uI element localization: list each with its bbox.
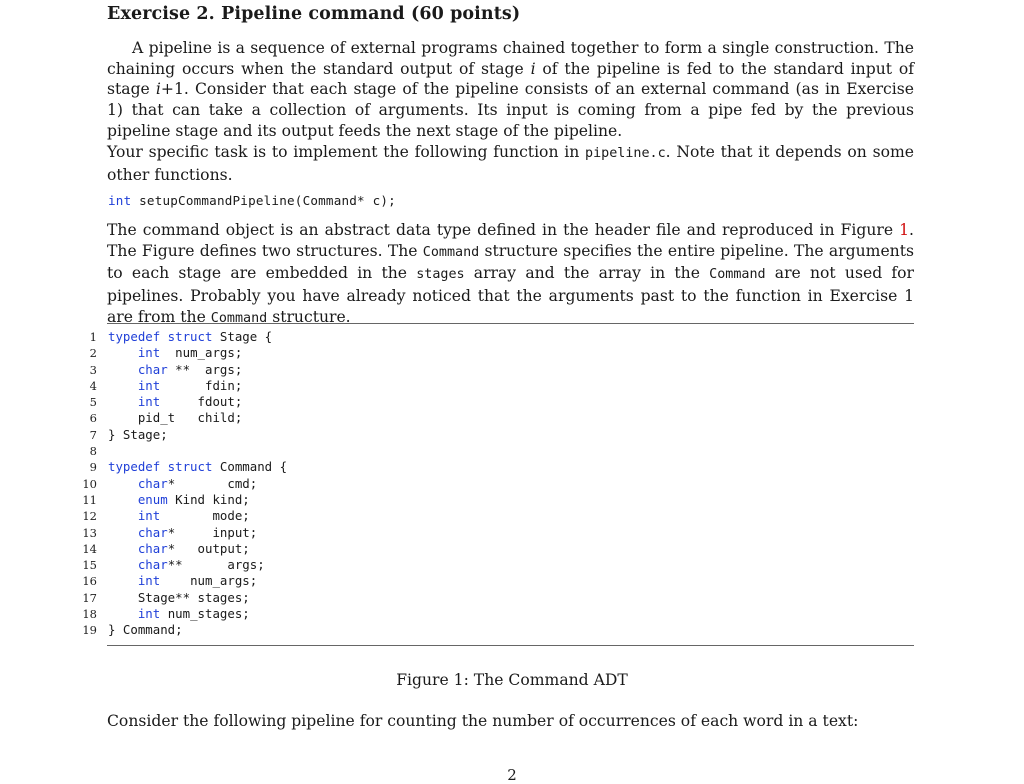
code-keyword: char	[137, 557, 168, 573]
filename-code: pipeline.c	[585, 146, 666, 161]
function-signature: int setupCommandPipeline(Command* c);	[108, 193, 396, 208]
code-keyword: typedef struct	[108, 329, 213, 344]
line-number: 17	[82, 590, 97, 605]
line-number: 7	[89, 427, 97, 442]
code-text: typedef struct Command {	[108, 459, 288, 475]
code-text: int fdin;	[137, 377, 243, 393]
code-keyword: char	[137, 361, 168, 377]
line-number: 11	[82, 492, 97, 507]
code-keyword: typedef struct	[108, 459, 213, 475]
line-number: 19	[82, 623, 97, 638]
line-number: 14	[82, 541, 97, 556]
line-number: 9	[89, 460, 97, 475]
code-keyword: int	[137, 377, 161, 393]
pipeline-intro-paragraph: Consider the following pipeline for counting the number of occurrences of each word in a text:	[107, 712, 859, 730]
line-number: 4	[89, 378, 97, 393]
line-number: 18	[82, 607, 97, 622]
exercise-heading: Exercise 2. Pipeline command (60 points)	[107, 4, 521, 24]
code-text: char* cmd;	[137, 475, 258, 491]
code-keyword: char	[137, 475, 168, 491]
code-keyword: int	[137, 573, 161, 589]
line-number: 10	[82, 476, 97, 491]
line-number: 6	[89, 411, 97, 426]
code-keyword: char	[137, 524, 168, 540]
code-text: } Stage;	[108, 426, 168, 442]
code-text: int mode;	[137, 508, 250, 524]
figure-caption: Figure 1: The Command ADT	[396, 671, 628, 689]
code-keyword: int	[137, 394, 161, 410]
code-keyword: char	[137, 540, 168, 556]
figure-bottom-rule	[107, 645, 914, 646]
code-text: char* input;	[137, 524, 258, 540]
task-paragraph: Your specific task is to implement the following function in pipeline.c. Note that it depends on some other functions.	[107, 143, 914, 184]
code-keyword: int	[137, 345, 161, 361]
line-number: 3	[89, 362, 97, 377]
code-text: int num_args;	[137, 573, 258, 589]
line-number: 13	[82, 525, 97, 540]
code-keyword: int	[137, 508, 161, 524]
line-number: 1	[89, 330, 97, 344]
intro-paragraph: A pipeline is a sequence of external programs chained together to form a single construction. The chaining occurs when the standard output of stage i of the pipeline is fed to the standard input of stage i+1. Consider that each stage of the pipeline consists of an external command (as in Exercise 1) that can take a collection of arguments. Its input is coming from a pipe fed by the previous pipeline stage and its output feeds the next stage of the pipeline.	[107, 39, 914, 140]
code-text: int fdout;	[137, 394, 243, 410]
code-keyword: int	[137, 606, 161, 622]
figure-top-rule	[107, 323, 914, 324]
code-text: int num_args;	[137, 345, 243, 361]
figure-reference-link[interactable]: 1	[899, 221, 910, 239]
code-text: char* output;	[137, 540, 250, 556]
line-number: 15	[82, 558, 97, 573]
line-number: 2	[89, 346, 97, 361]
code-text: int num_stages;	[137, 606, 250, 622]
line-number: 5	[89, 395, 97, 410]
page-number: 2	[507, 766, 517, 784]
adt-paragraph: The command object is an abstract data type defined in the header file and reproduced in Figure 1. The Figure defines two structures. The Command structure specifies the entire pipeline. The arguments to each stage are embedded in the stages array and the array in the Command are not used for pipelines. Probably you have already noticed that the arguments past to the function in Exercise 1 are from the Command structure.	[107, 221, 915, 326]
code-text: pid_t child;	[137, 410, 243, 426]
code-keyword: enum	[137, 491, 168, 507]
code-text: } Command;	[108, 622, 183, 638]
code-text: enum Kind kind;	[137, 491, 250, 507]
line-number: 16	[82, 574, 97, 589]
code-text: char** args;	[137, 557, 265, 573]
line-number: 12	[82, 509, 97, 524]
code-text: typedef struct Stage {	[108, 329, 273, 344]
line-number: 8	[89, 444, 97, 459]
code-text: Stage** stages;	[137, 589, 250, 605]
code-text: char ** args;	[137, 361, 243, 377]
